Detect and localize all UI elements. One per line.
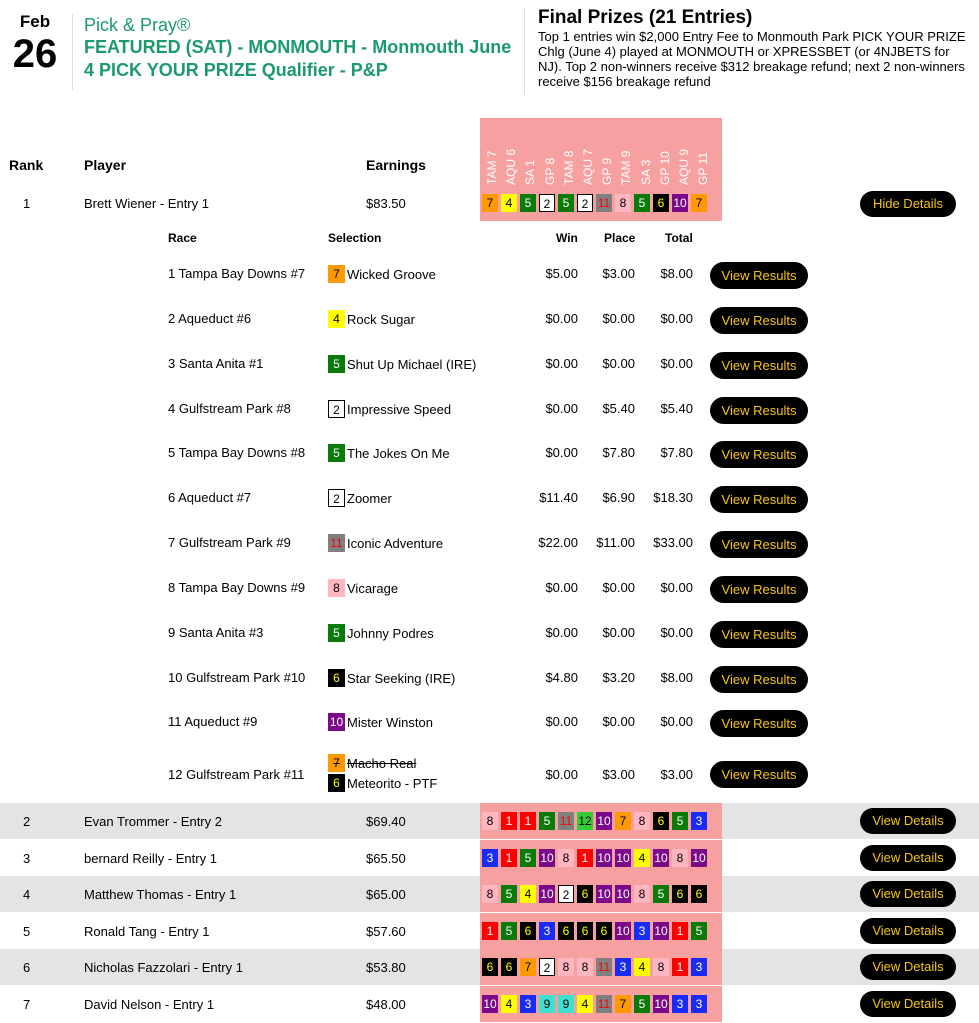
horse-name: Wicked Groove (347, 266, 436, 282)
detail-total: $0.00 (660, 580, 693, 595)
pick-box: 5 (520, 849, 536, 867)
pick-box: 7 (615, 812, 631, 830)
detail-total: $5.40 (660, 401, 693, 416)
pick-box: 11 (597, 196, 611, 210)
detail-place: $11.00 (596, 535, 635, 550)
pick-box: 11 (597, 997, 611, 1011)
pick-box: 11 (597, 960, 611, 974)
pick-box: 4 (520, 885, 536, 903)
header-divider-2 (524, 8, 525, 94)
earnings-cell: $48.00 (366, 997, 406, 1012)
prizes-block (538, 8, 974, 89)
view-results-button[interactable]: View Results (710, 666, 808, 693)
detail-selection (328, 355, 476, 373)
contest-title: FEATURED (SAT) - MONMOUTH - Monmouth June 4 PICK YOUR PRIZE Qualifier - P&P (84, 37, 512, 80)
date-month: Feb (19, 12, 51, 31)
picks-strip (482, 883, 710, 905)
detail-selection (328, 310, 415, 328)
table-row (0, 876, 979, 912)
rank-cell: 4 (23, 887, 31, 902)
hide-details-button[interactable]: Hide Details (860, 191, 956, 217)
detail-place: $0.00 (602, 311, 635, 326)
view-results-button[interactable]: View Results (710, 397, 808, 424)
pick-box: 5 (634, 194, 650, 212)
detail-win: $0.00 (545, 767, 578, 782)
pick-box: 4 (577, 995, 593, 1013)
horse-name: The Jokes On Me (347, 445, 450, 461)
pick-box: 3 (482, 849, 498, 867)
pick-box: 8 (577, 958, 593, 976)
rank-cell: 3 (23, 851, 31, 866)
pick-box: 10 (616, 887, 630, 901)
detail-selection (328, 400, 451, 418)
horse-name: Iconic Adventure (347, 535, 444, 551)
view-results-button[interactable]: View Results (710, 352, 808, 379)
detail-total: $33.00 (653, 535, 693, 550)
saddle-number: 8 (328, 579, 345, 597)
detail-race: 10 Gulfstream Park #10 (168, 670, 306, 685)
pick-box: 1 (482, 922, 498, 940)
pick-box: 6 (482, 958, 498, 976)
detail-row (0, 432, 979, 477)
header-divider (72, 14, 73, 90)
detail-row (0, 522, 979, 567)
rank-cell: 6 (23, 960, 31, 975)
detail-row (0, 477, 979, 522)
pick-box: 6 (577, 922, 593, 940)
detail-race: 5 Tampa Bay Downs #8 (168, 445, 306, 460)
race-column-label-text: SA 1 (523, 159, 538, 185)
pick-box: 10 (692, 851, 706, 865)
pick-box: 10 (597, 851, 611, 865)
pick-box: 8 (558, 849, 574, 867)
detail-race: 8 Tampa Bay Downs #9 (168, 580, 306, 595)
pick-box: 6 (672, 885, 688, 903)
pick-box: 5 (634, 995, 650, 1013)
horse-name: Johnny Podres (347, 625, 434, 641)
pick-box: 10 (654, 997, 668, 1011)
view-details-button[interactable]: View Details (860, 808, 956, 834)
view-results-button[interactable]: View Results (710, 710, 808, 737)
scratched-horse: Macho Real (347, 755, 417, 771)
view-results-button[interactable]: View Results (710, 262, 808, 289)
player-cell: Brett Wiener - Entry 1 (84, 196, 209, 211)
rank-cell: 2 (23, 814, 31, 829)
detail-selection (328, 713, 433, 731)
pick-box: 6 (501, 958, 517, 976)
contest-title-block (84, 14, 524, 82)
race-column-label-text: AQU 6 (504, 148, 519, 185)
view-details-button[interactable]: View Details (860, 954, 956, 980)
detail-total: $8.00 (660, 266, 693, 281)
race-column-label-text: AQU 9 (677, 148, 691, 185)
pick-box: 4 (634, 849, 650, 867)
table-row (0, 913, 979, 949)
table-row (0, 803, 979, 839)
player-cell: bernard Reilly - Entry 1 (84, 851, 217, 866)
pick-box: 1 (501, 849, 517, 867)
pick-box: 1 (672, 958, 688, 976)
picks-strip (482, 192, 710, 214)
pick-box: 5 (501, 922, 517, 940)
horse-name: Rock Sugar (347, 311, 415, 327)
detail-selection (328, 624, 434, 642)
pick-box: 4 (634, 958, 650, 976)
detail-total: $0.00 (660, 625, 693, 640)
race-column-label-text: GP 8 (542, 157, 557, 185)
view-details-button[interactable]: View Details (860, 881, 956, 907)
horse-name: Impressive Speed (347, 401, 452, 417)
view-results-button[interactable]: View Results (710, 307, 808, 334)
detail-row (0, 701, 979, 746)
view-results-button[interactable]: View Results (710, 441, 808, 468)
pick-box: 2 (539, 194, 555, 212)
pick-box: 8 (482, 812, 498, 830)
pick-box: 5 (501, 885, 517, 903)
saddle-number: 5 (328, 355, 345, 373)
pick-box: 8 (634, 812, 650, 830)
player-cell: Nicholas Fazzolari - Entry 1 (84, 960, 243, 975)
player-cell: Evan Trommer - Entry 2 (84, 814, 222, 829)
pick-box: 9 (539, 995, 555, 1013)
detail-win: $0.00 (545, 580, 578, 595)
contest-date (10, 12, 60, 74)
detail-race: 11 Aqueduct #9 (168, 714, 258, 729)
race-column-label-text: GP 9 (600, 157, 615, 185)
detail-place: $0.00 (602, 356, 635, 371)
pick-box: 3 (539, 922, 555, 940)
pick-box: 6 (577, 885, 593, 903)
pick-box: 3 (691, 995, 707, 1013)
view-results-button[interactable]: View Results (710, 621, 808, 648)
detail-selection (328, 489, 392, 507)
player-cell: David Nelson - Entry 1 (84, 997, 215, 1012)
detail-selection (328, 444, 450, 462)
detail-selection (328, 754, 437, 792)
detail-row (0, 612, 979, 657)
detail-place: $5.40 (602, 401, 635, 416)
picks-strip (482, 993, 710, 1015)
pick-box: 12 (578, 814, 592, 828)
detail-race: 6 Aqueduct #7 (168, 490, 252, 505)
table-row (0, 986, 979, 1022)
horse-name: Shut Up Michael (IRE) (347, 356, 477, 372)
date-day: 26 (12, 32, 58, 76)
table-row (0, 840, 979, 876)
earnings-cell: $65.00 (366, 887, 406, 902)
brand-name: Pick & Pray® (84, 15, 191, 35)
saddle-number: 4 (328, 310, 345, 328)
detail-place: $3.20 (602, 670, 635, 685)
picks-strip (482, 847, 710, 869)
pick-box: 8 (615, 194, 631, 212)
details-selection-header: Selection (328, 231, 382, 245)
horse-name: Mister Winston (347, 714, 433, 730)
race-column-labels (480, 122, 722, 186)
view-results-button[interactable]: View Results (710, 486, 808, 513)
detail-row (0, 751, 979, 801)
saddle-number: 2 (328, 489, 345, 507)
pick-box: 6 (653, 194, 669, 212)
view-details-button[interactable]: View Details (860, 918, 956, 944)
detail-place: $7.80 (602, 445, 635, 460)
detail-race: 12 Gulfstream Park #11 (168, 767, 305, 782)
pick-box: 3 (691, 958, 707, 976)
detail-win: $0.00 (545, 311, 578, 326)
detail-selection (328, 265, 436, 283)
rank-cell: 7 (23, 997, 31, 1012)
detail-total: $0.00 (660, 714, 693, 729)
saddle-number: 10 (329, 715, 344, 729)
detail-total: $0.00 (660, 311, 693, 326)
pick-box: 6 (520, 922, 536, 940)
details-place-header: Place (604, 231, 636, 245)
detail-selection (328, 669, 455, 687)
pick-box: 9 (558, 995, 574, 1013)
detail-place: $3.00 (602, 767, 635, 782)
pick-box: 8 (558, 958, 574, 976)
pick-box: 3 (634, 922, 650, 940)
rank-header: Rank (9, 157, 44, 173)
player-header: Player (84, 157, 127, 173)
saddle-number: 7 (328, 265, 345, 283)
detail-place: $0.00 (602, 580, 635, 595)
saddle-number: 11 (328, 534, 345, 552)
pick-box: 6 (558, 922, 574, 940)
detail-place: $6.90 (602, 490, 635, 505)
pick-box: 2 (539, 958, 555, 976)
detail-selection (328, 579, 398, 597)
rank-cell: 5 (23, 924, 31, 939)
pick-box: 3 (615, 958, 631, 976)
pick-box: 10 (654, 851, 668, 865)
detail-win: $5.00 (545, 266, 578, 281)
detail-win: $0.00 (545, 401, 578, 416)
pick-box: 4 (501, 194, 517, 212)
pick-box: 5 (653, 885, 669, 903)
race-column-label-text: TAM 7 (485, 150, 499, 185)
pick-box: 10 (616, 924, 630, 938)
substitute-horse: Meteorito - PTF (347, 775, 438, 791)
horse-name: Star Seeking (IRE) (347, 670, 456, 686)
detail-race: 2 Aqueduct #6 (168, 311, 252, 326)
pick-box: 3 (520, 995, 536, 1013)
pick-box: 10 (654, 924, 668, 938)
pick-box: 4 (501, 995, 517, 1013)
saddle-number: 5 (328, 444, 345, 462)
pick-box: 6 (691, 885, 707, 903)
rank-cell: 1 (23, 196, 31, 211)
pick-box: 11 (559, 814, 573, 828)
pick-box: 10 (483, 997, 497, 1011)
detail-win: $0.00 (545, 356, 578, 371)
view-details-button[interactable]: View Details (860, 991, 956, 1017)
table-row (0, 949, 979, 985)
view-details-button[interactable]: View Details (860, 845, 956, 871)
details-total-header: Total (665, 231, 693, 245)
detail-place: $0.00 (602, 714, 635, 729)
saddle-number: 2 (328, 400, 345, 418)
detail-selection (328, 534, 443, 552)
view-results-button[interactable]: View Results (710, 761, 808, 788)
pick-box: 8 (672, 849, 688, 867)
details-race-header: Race (168, 231, 197, 245)
detail-place: $0.00 (602, 625, 635, 640)
pick-box: 2 (558, 885, 574, 903)
race-column-label-text: GP 10 (657, 151, 672, 185)
pick-box: 3 (691, 812, 707, 830)
detail-win: $22.00 (538, 535, 578, 550)
pick-box: 5 (539, 812, 555, 830)
scratched-saddle-number: 7 (328, 754, 345, 772)
detail-race: 1 Tampa Bay Downs #7 (168, 266, 306, 281)
pick-box: 7 (482, 194, 498, 212)
view-results-button[interactable]: View Results (710, 576, 808, 603)
player-cell: Matthew Thomas - Entry 1 (84, 887, 237, 902)
detail-total: $18.30 (653, 490, 693, 505)
prizes-description: Top 1 entries win $2,000 Entry Fee to Monmouth Park PICK YOUR PRIZE Chlg (June 4) played at MONMOUTH or XPRESSBET (or 4NJBETS for NJ). Top 2 non-winners receive $312 breakage refund; next 2 non-winners receive $156 breakage refund (538, 29, 966, 89)
pick-box: 10 (597, 887, 611, 901)
pick-box: 1 (520, 812, 536, 830)
pick-box: 7 (691, 194, 707, 212)
detail-win: $4.80 (545, 670, 578, 685)
detail-row (0, 567, 979, 612)
horse-name: Vicarage (347, 580, 399, 596)
pick-box: 7 (520, 958, 536, 976)
detail-row (0, 657, 979, 702)
pick-box: 5 (558, 194, 574, 212)
detail-win: $0.00 (545, 714, 578, 729)
pick-box: 5 (691, 922, 707, 940)
pick-box: 10 (540, 887, 554, 901)
saddle-number: 6 (328, 669, 345, 687)
pick-box: 3 (672, 995, 688, 1013)
pick-box: 8 (634, 885, 650, 903)
detail-row (0, 253, 979, 298)
pick-box: 7 (615, 995, 631, 1013)
pick-box: 10 (540, 851, 554, 865)
race-column-label-text: AQU 7 (581, 148, 595, 185)
substitute-saddle-number: 6 (328, 774, 345, 792)
detail-race: 4 Gulfstream Park #8 (168, 401, 291, 416)
view-results-button[interactable]: View Results (710, 531, 808, 558)
race-column-label-text: SA 3 (638, 159, 653, 185)
pick-box: 6 (596, 922, 612, 940)
detail-row (0, 298, 979, 343)
pick-box: 10 (616, 851, 630, 865)
detail-place: $3.00 (602, 266, 635, 281)
detail-row (0, 388, 979, 433)
saddle-number: 5 (328, 624, 345, 642)
picks-strip (482, 956, 710, 978)
detail-total: $8.00 (660, 670, 693, 685)
pick-box: 1 (577, 849, 593, 867)
earnings-cell: $57.60 (366, 924, 406, 939)
picks-strip (482, 920, 710, 942)
picks-strip (482, 810, 710, 832)
pick-box: 2 (577, 194, 593, 212)
earnings-header: Earnings (366, 157, 426, 173)
detail-race: 3 Santa Anita #1 (168, 356, 264, 371)
pick-box: 6 (653, 812, 669, 830)
horse-name: Zoomer (347, 490, 392, 506)
earnings-cell: $83.50 (366, 196, 406, 211)
pick-box: 10 (597, 814, 611, 828)
prizes-title: Final Prizes (21 Entries) (538, 7, 753, 28)
details-win-header: Win (556, 231, 578, 245)
table-row (0, 185, 979, 221)
player-cell: Ronald Tang - Entry 1 (84, 924, 210, 939)
detail-total: $7.80 (660, 445, 693, 460)
detail-row (0, 343, 979, 388)
detail-win: $0.00 (545, 445, 578, 460)
detail-race: 9 Santa Anita #3 (168, 625, 264, 640)
pick-box: 8 (482, 885, 498, 903)
detail-race: 7 Gulfstream Park #9 (168, 535, 291, 550)
detail-win: $0.00 (545, 625, 578, 640)
earnings-cell: $65.50 (366, 851, 406, 866)
earnings-cell: $69.40 (366, 814, 406, 829)
pick-box: 1 (501, 812, 517, 830)
race-column-label-text: GP 11 (696, 152, 711, 185)
detail-total: $0.00 (660, 356, 693, 371)
pick-box: 5 (520, 194, 536, 212)
detail-win: $11.40 (539, 490, 578, 505)
pick-box: 1 (672, 922, 688, 940)
race-column-label-text: TAM 9 (619, 150, 634, 185)
pick-box: 10 (673, 196, 687, 210)
race-column-label-text: TAM 8 (561, 150, 576, 185)
pick-box: 5 (672, 812, 688, 830)
detail-total: $3.00 (660, 767, 693, 782)
earnings-cell: $53.80 (366, 960, 406, 975)
pick-box: 8 (653, 958, 669, 976)
